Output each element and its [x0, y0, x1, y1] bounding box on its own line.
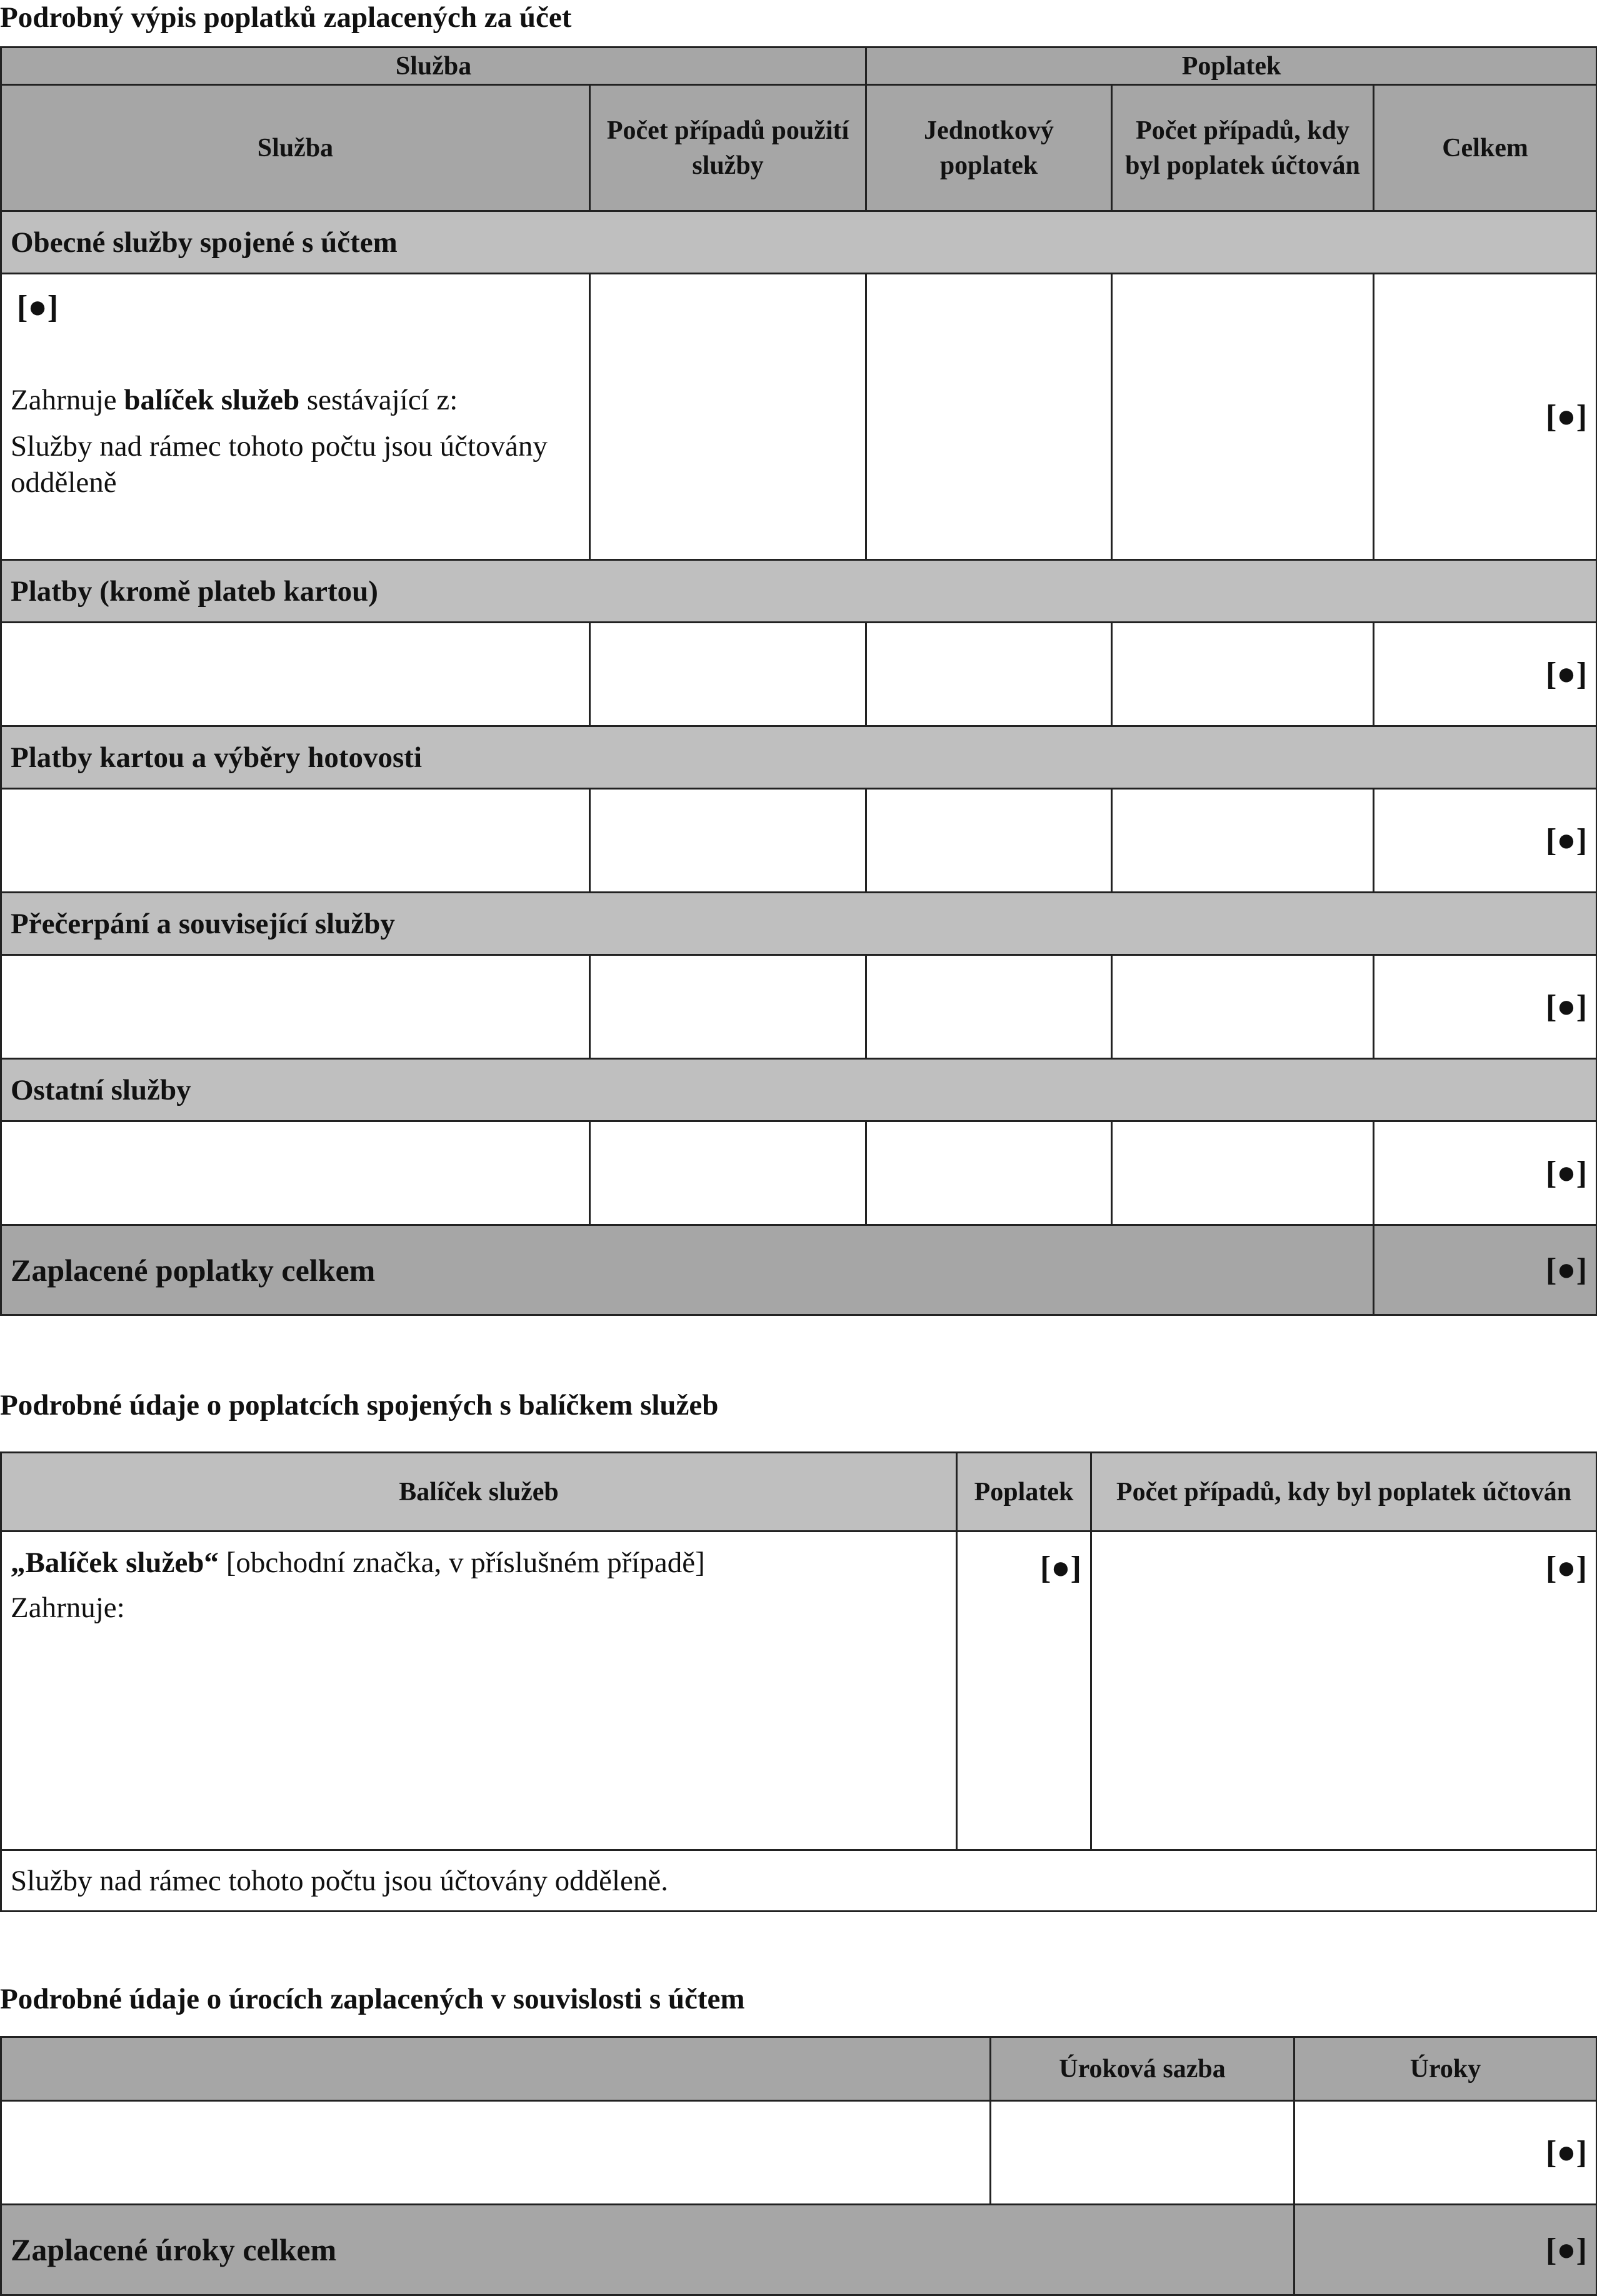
fees-title: Podrobný výpis poplatků zaplacených za účet	[0, 1, 572, 34]
interest-table	[0, 2036, 1597, 2296]
section-general-services: Obecné služby spojené s účtem	[1, 211, 1597, 274]
group-header-service: Služba	[1, 48, 866, 85]
general-total-value: [●]	[1374, 274, 1597, 560]
general-service-cell	[1, 274, 590, 560]
overdraft-total-value: [●]	[1374, 955, 1597, 1059]
package-footer-note: Služby nad rámec tohoto počtu jsou účtovány odděleně.	[1, 1850, 1597, 1912]
col-header-charged-count: Počet případů, kdy byl poplatek účtován	[1112, 85, 1374, 211]
cards-total-value: [●]	[1374, 789, 1597, 893]
package-table	[0, 1451, 1597, 1912]
package-includes: Zahrnuje:	[11, 1592, 125, 1624]
interest-total-value: [●]	[1294, 2205, 1597, 2295]
col-header-package-fee: Poplatek	[957, 1453, 1091, 1532]
section-overdraft: Přečerpání a související služby	[1, 893, 1597, 955]
general-usage-cell	[590, 274, 866, 560]
payments-total-value: [●]	[1374, 623, 1597, 726]
package-name: „Balíček služeb“ [obchodní značka, v příslušném případě]	[11, 1547, 705, 1579]
package-term: balíček služeb	[124, 384, 300, 416]
col-header-unit-fee: Jednotkový poplatek	[866, 85, 1112, 211]
group-header-fee: Poplatek	[866, 48, 1597, 85]
fees-table	[0, 46, 1597, 1316]
fees-total-label: Zaplacené poplatky celkem	[1, 1225, 1374, 1315]
col-header-package-charged: Počet případů, kdy byl poplatek účtován	[1091, 1453, 1597, 1532]
section-card-payments: Platby kartou a výběry hotovosti	[1, 726, 1597, 789]
beyond-note: Služby nad rámec tohoto počtu jsou účtovány odděleně	[11, 430, 548, 499]
general-charged-cell	[1112, 274, 1374, 560]
package-includes-text: Zahrnuje balíček služeb sestávající z:	[11, 384, 458, 416]
col-header-total: Celkem	[1374, 85, 1597, 211]
col-header-interest: Úroky	[1294, 2037, 1597, 2101]
fees-total-value: [●]	[1374, 1225, 1597, 1315]
section-payments: Platby (kromě plateb kartou)	[1, 560, 1597, 623]
interest-title: Podrobné údaje o úrocích zaplacených v souvislosti s účtem	[0, 1983, 745, 2015]
package-description-cell	[1, 1532, 957, 1850]
other-total-value: [●]	[1374, 1121, 1597, 1225]
col-header-service: Služba	[1, 85, 590, 211]
package-charged-value: [●]	[1091, 1532, 1597, 1850]
interest-value: [●]	[1294, 2101, 1597, 2205]
section-other: Ostatní služby	[1, 1059, 1597, 1121]
package-title: Podrobné údaje o poplatcích spojených s balíčkem služeb	[0, 1389, 719, 1421]
package-fee-value: [●]	[957, 1532, 1091, 1850]
col-header-package: Balíček služeb	[1, 1453, 957, 1532]
interest-empty-header	[1, 2037, 991, 2101]
general-placeholder: [●]	[17, 289, 59, 325]
col-header-rate: Úroková sazba	[991, 2037, 1294, 2101]
interest-total-label: Zaplacené úroky celkem	[1, 2205, 1294, 2295]
general-unit-cell	[866, 274, 1112, 560]
col-header-usage-count: Počet případů použití služby	[590, 85, 866, 211]
